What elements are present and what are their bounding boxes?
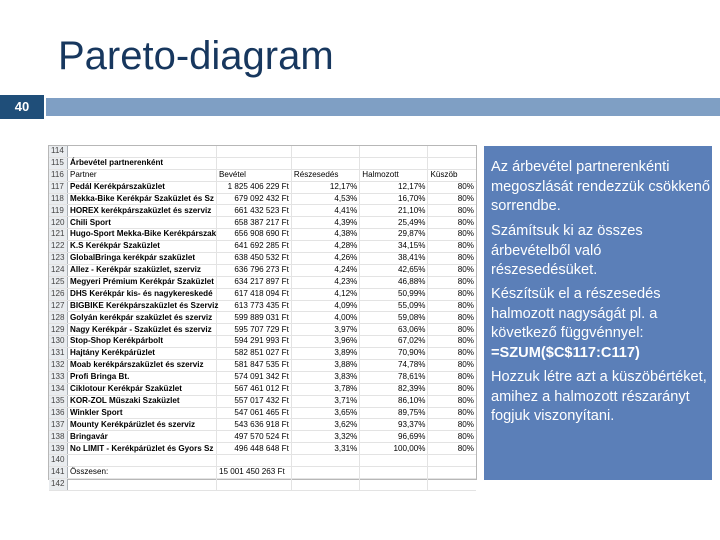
header-bar bbox=[46, 98, 720, 116]
table-row bbox=[49, 395, 476, 407]
row-number: 117 bbox=[49, 181, 67, 193]
partner-name: Hugo-Sport Mekka-Bike Kerékpárszak bbox=[67, 229, 216, 241]
partner-name: No LIMIT - Kerékpárüzlet és Gyors Sz bbox=[67, 443, 216, 455]
partner-name: GlobalBringa kerékpár szaküzlet bbox=[67, 253, 216, 265]
table-row bbox=[49, 193, 476, 205]
table-cell: 641 692 285 Ft bbox=[216, 241, 291, 253]
row-number: 131 bbox=[49, 348, 67, 360]
table-row bbox=[49, 169, 476, 181]
table-row bbox=[49, 300, 476, 312]
column-header: Bevétel bbox=[216, 169, 291, 181]
table-cell: 34,15% bbox=[360, 241, 428, 253]
table-cell: 12,17% bbox=[360, 181, 428, 193]
table-cell bbox=[428, 146, 476, 157]
row-number: 142 bbox=[49, 478, 67, 490]
table-cell bbox=[291, 467, 359, 479]
table-cell: 78,61% bbox=[360, 371, 428, 383]
table-cell: 80% bbox=[428, 288, 476, 300]
table-cell: 3,32% bbox=[291, 431, 359, 443]
partner-name: Golyán kerékpár szaküzlet és szerviz bbox=[67, 312, 216, 324]
table-cell: 557 017 432 Ft bbox=[216, 395, 291, 407]
row-number: 133 bbox=[49, 371, 67, 383]
table-cell bbox=[216, 478, 291, 490]
table-cell: 3,96% bbox=[291, 336, 359, 348]
row-number: 128 bbox=[49, 312, 67, 324]
table-cell bbox=[291, 157, 359, 169]
table-row bbox=[49, 181, 476, 193]
table-cell: 29,87% bbox=[360, 229, 428, 241]
note-share: Számítsuk ki az összes árbevételből való részesedésüket. bbox=[491, 223, 643, 278]
table-cell bbox=[428, 478, 476, 490]
table-cell: 80% bbox=[428, 241, 476, 253]
table-cell: 80% bbox=[428, 383, 476, 395]
table-row bbox=[49, 253, 476, 265]
table-cell: 80% bbox=[428, 407, 476, 419]
table-cell: 96,69% bbox=[360, 431, 428, 443]
table-cell: 497 570 524 Ft bbox=[216, 431, 291, 443]
table-cell bbox=[360, 455, 428, 467]
table-row bbox=[49, 431, 476, 443]
row-number: 139 bbox=[49, 443, 67, 455]
table-cell: 679 092 432 Ft bbox=[216, 193, 291, 205]
table-cell: 80% bbox=[428, 336, 476, 348]
note-formula: =SZUM($C$117:C117) bbox=[491, 344, 640, 361]
table-cell: 80% bbox=[428, 300, 476, 312]
table-cell: 3,71% bbox=[291, 395, 359, 407]
table-cell: 80% bbox=[428, 181, 476, 193]
table-cell bbox=[360, 146, 428, 157]
partner-name: K.S Kerékpár Szaküzlet bbox=[67, 241, 216, 253]
table-cell: 3,89% bbox=[291, 348, 359, 360]
table-cell: 4,38% bbox=[291, 229, 359, 241]
table-row bbox=[49, 217, 476, 229]
table-cell: 4,00% bbox=[291, 312, 359, 324]
partner-name: Chili Sport bbox=[67, 217, 216, 229]
row-number: 134 bbox=[49, 383, 67, 395]
row-number: 127 bbox=[49, 300, 67, 312]
column-header: Halmozott bbox=[360, 169, 428, 181]
row-number: 118 bbox=[49, 193, 67, 205]
row-number: 138 bbox=[49, 431, 67, 443]
table-row bbox=[49, 443, 476, 455]
table-row bbox=[49, 478, 476, 490]
table-cell: 4,26% bbox=[291, 253, 359, 265]
table-cell: 574 091 342 Ft bbox=[216, 371, 291, 383]
table-cell: 4,09% bbox=[291, 300, 359, 312]
row-number: 125 bbox=[49, 276, 67, 288]
column-header: Partner bbox=[67, 169, 216, 181]
table-cell: 658 387 217 Ft bbox=[216, 217, 291, 229]
table-row bbox=[49, 157, 476, 169]
table-row bbox=[49, 312, 476, 324]
table-cell: 3,83% bbox=[291, 371, 359, 383]
table-cell: 636 796 273 Ft bbox=[216, 264, 291, 276]
table-cell: 12,17% bbox=[291, 181, 359, 193]
table-row bbox=[49, 455, 476, 467]
table-row bbox=[49, 324, 476, 336]
row-number: 119 bbox=[49, 205, 67, 217]
slide-title: Pareto-diagram bbox=[58, 34, 334, 78]
note-threshold: Hozzuk létre azt a küszöbértéket, amihez a halmozott részarányt fogjuk viszonyítani. bbox=[491, 369, 707, 424]
table-cell bbox=[360, 478, 428, 490]
table-cell: 80% bbox=[428, 371, 476, 383]
table-cell bbox=[216, 455, 291, 467]
table-cell: 80% bbox=[428, 229, 476, 241]
table-cell: 80% bbox=[428, 419, 476, 431]
table-cell: 55,09% bbox=[360, 300, 428, 312]
row-number: 114 bbox=[49, 146, 67, 157]
row-number: 140 bbox=[49, 455, 67, 467]
table-row bbox=[49, 336, 476, 348]
partner-name: HOREX kerékpárszaküzlet és szerviz bbox=[67, 205, 216, 217]
table-cell: 638 450 532 Ft bbox=[216, 253, 291, 265]
partner-name: KOR-ZOL Műszaki Szaküzlet bbox=[67, 395, 216, 407]
table-cell bbox=[360, 157, 428, 169]
table-cell: 3,31% bbox=[291, 443, 359, 455]
table-cell: 100,00% bbox=[360, 443, 428, 455]
column-header: Részesedés bbox=[291, 169, 359, 181]
page-number: 40 bbox=[0, 95, 44, 119]
table-cell: 4,28% bbox=[291, 241, 359, 253]
table-cell: 80% bbox=[428, 205, 476, 217]
partner-name: DHS Kerékpár kis- és nagykereskedé bbox=[67, 288, 216, 300]
table-cell: 496 448 648 Ft bbox=[216, 443, 291, 455]
table-row bbox=[49, 467, 476, 479]
row-number: 137 bbox=[49, 419, 67, 431]
partner-name: Stop-Shop Kerékpárbolt bbox=[67, 336, 216, 348]
table-cell bbox=[360, 467, 428, 479]
table-cell bbox=[428, 455, 476, 467]
table-cell: 80% bbox=[428, 348, 476, 360]
row-number: 132 bbox=[49, 360, 67, 372]
table-cell: 80% bbox=[428, 312, 476, 324]
partner-name: Ciklotour Kerékpár Szaküzlet bbox=[67, 383, 216, 395]
row-number: 126 bbox=[49, 288, 67, 300]
table-cell: 3,62% bbox=[291, 419, 359, 431]
spreadsheet-table bbox=[49, 146, 476, 491]
table-cell: 63,06% bbox=[360, 324, 428, 336]
table-cell: 3,78% bbox=[291, 383, 359, 395]
table-cell: 1 825 406 229 Ft bbox=[216, 181, 291, 193]
table-cell: 38,41% bbox=[360, 253, 428, 265]
table-cell: 50,99% bbox=[360, 288, 428, 300]
total-label: Összesen: bbox=[67, 467, 216, 479]
table-cell: 543 636 918 Ft bbox=[216, 419, 291, 431]
partner-name: Winkler Sport bbox=[67, 407, 216, 419]
table-cell: 67,02% bbox=[360, 336, 428, 348]
row-number: 129 bbox=[49, 324, 67, 336]
table-cell bbox=[428, 157, 476, 169]
table-cell bbox=[428, 467, 476, 479]
partner-name: Pedál Kerékpárszaküzlet bbox=[67, 181, 216, 193]
table-cell bbox=[291, 146, 359, 157]
table-cell: 634 217 897 Ft bbox=[216, 276, 291, 288]
table-cell bbox=[216, 146, 291, 157]
table-cell: 594 291 993 Ft bbox=[216, 336, 291, 348]
table-cell: 4,53% bbox=[291, 193, 359, 205]
table-row bbox=[49, 348, 476, 360]
table-cell: 93,37% bbox=[360, 419, 428, 431]
table-cell: 82,39% bbox=[360, 383, 428, 395]
table-cell: 617 418 094 Ft bbox=[216, 288, 291, 300]
row-number: 121 bbox=[49, 229, 67, 241]
spreadsheet-screenshot bbox=[48, 145, 477, 489]
table-cell: 661 432 523 Ft bbox=[216, 205, 291, 217]
table-cell: 70,90% bbox=[360, 348, 428, 360]
partner-name: Mounty Kerékpárüzlet és szerviz bbox=[67, 419, 216, 431]
total-value: 15 001 450 263 Ft bbox=[216, 467, 291, 479]
table-cell: 80% bbox=[428, 431, 476, 443]
table-cell: 656 908 690 Ft bbox=[216, 229, 291, 241]
table-cell: 59,08% bbox=[360, 312, 428, 324]
table-cell: 80% bbox=[428, 193, 476, 205]
table-cell: 4,24% bbox=[291, 264, 359, 276]
table-cell: 80% bbox=[428, 395, 476, 407]
table-cell: 3,97% bbox=[291, 324, 359, 336]
table-cell: 3,88% bbox=[291, 360, 359, 372]
table-cell: 80% bbox=[428, 324, 476, 336]
table-row bbox=[49, 276, 476, 288]
table-cell: 46,88% bbox=[360, 276, 428, 288]
partner-name: Hajtány Kerékpárüzlet bbox=[67, 348, 216, 360]
table-cell: 21,10% bbox=[360, 205, 428, 217]
table-cell: 4,23% bbox=[291, 276, 359, 288]
partner-name: Megyeri Prémium Kerékpár Szaküzlet bbox=[67, 276, 216, 288]
row-number: 122 bbox=[49, 241, 67, 253]
table-cell bbox=[291, 455, 359, 467]
table-cell bbox=[67, 455, 216, 467]
note-cumulative bbox=[491, 285, 711, 363]
table-row bbox=[49, 419, 476, 431]
table-cell: 567 461 012 Ft bbox=[216, 383, 291, 395]
table-row bbox=[49, 360, 476, 372]
row-number: 123 bbox=[49, 253, 67, 265]
table-cell: 547 061 465 Ft bbox=[216, 407, 291, 419]
table-cell: 80% bbox=[428, 360, 476, 372]
row-number: 136 bbox=[49, 407, 67, 419]
table-row bbox=[49, 407, 476, 419]
row-number: 130 bbox=[49, 336, 67, 348]
table-cell: 581 847 535 Ft bbox=[216, 360, 291, 372]
table-cell: 80% bbox=[428, 276, 476, 288]
table-cell: 4,39% bbox=[291, 217, 359, 229]
table-cell: 599 889 031 Ft bbox=[216, 312, 291, 324]
table-row bbox=[49, 371, 476, 383]
table-cell: 582 851 027 Ft bbox=[216, 348, 291, 360]
table-row bbox=[49, 205, 476, 217]
row-number: 116 bbox=[49, 169, 67, 181]
row-number: 120 bbox=[49, 217, 67, 229]
partner-name: Bringavár bbox=[67, 431, 216, 443]
row-number: 135 bbox=[49, 395, 67, 407]
row-number: 124 bbox=[49, 264, 67, 276]
table-row bbox=[49, 264, 476, 276]
column-header: Küszöb bbox=[428, 169, 476, 181]
table-cell: 80% bbox=[428, 253, 476, 265]
partner-name: Mekka-Bike Kerékpár Szaküzlet és Sz bbox=[67, 193, 216, 205]
row-number: 141 bbox=[49, 467, 67, 479]
table-cell: 16,70% bbox=[360, 193, 428, 205]
row-number: 115 bbox=[49, 157, 67, 169]
table-cell bbox=[291, 478, 359, 490]
table-cell: 3,65% bbox=[291, 407, 359, 419]
table-row bbox=[49, 229, 476, 241]
table-cell: 42,65% bbox=[360, 264, 428, 276]
table-row bbox=[49, 241, 476, 253]
table-cell: 595 707 729 Ft bbox=[216, 324, 291, 336]
table-cell: 74,78% bbox=[360, 360, 428, 372]
table-cell: 4,12% bbox=[291, 288, 359, 300]
table-cell bbox=[67, 146, 216, 157]
partner-name: BIGBIKE Kerékpárszaküzlet és Szerviz bbox=[67, 300, 216, 312]
table-row bbox=[49, 288, 476, 300]
note-cumulative-text: Készítsük el a részesedés halmozott nagyságát pl. a következő függvénnyel: bbox=[491, 286, 661, 341]
section-title: Árbevétel partnerenként bbox=[67, 157, 216, 169]
table-row bbox=[49, 146, 476, 157]
table-cell: 89,75% bbox=[360, 407, 428, 419]
table-cell bbox=[216, 157, 291, 169]
table-cell: 80% bbox=[428, 264, 476, 276]
table-cell: 25,49% bbox=[360, 217, 428, 229]
note-sort: Az árbevétel partnerenkénti megoszlását rendezzük csökkenő sorrendbe. bbox=[491, 159, 711, 214]
partner-name: Allez - Kerékpár szaküzlet, szerviz bbox=[67, 264, 216, 276]
table-cell: 4,41% bbox=[291, 205, 359, 217]
table-cell: 86,10% bbox=[360, 395, 428, 407]
table-row bbox=[49, 383, 476, 395]
table-cell bbox=[67, 478, 216, 490]
table-cell: 613 773 435 Ft bbox=[216, 300, 291, 312]
table-cell: 80% bbox=[428, 217, 476, 229]
partner-name: Moab kerékpárszaküzlet és szerviz bbox=[67, 360, 216, 372]
partner-name: Profi Bringa Bt. bbox=[67, 371, 216, 383]
table-cell: 80% bbox=[428, 443, 476, 455]
partner-name: Nagy Kerékpár - Szaküzlet és szerviz bbox=[67, 324, 216, 336]
